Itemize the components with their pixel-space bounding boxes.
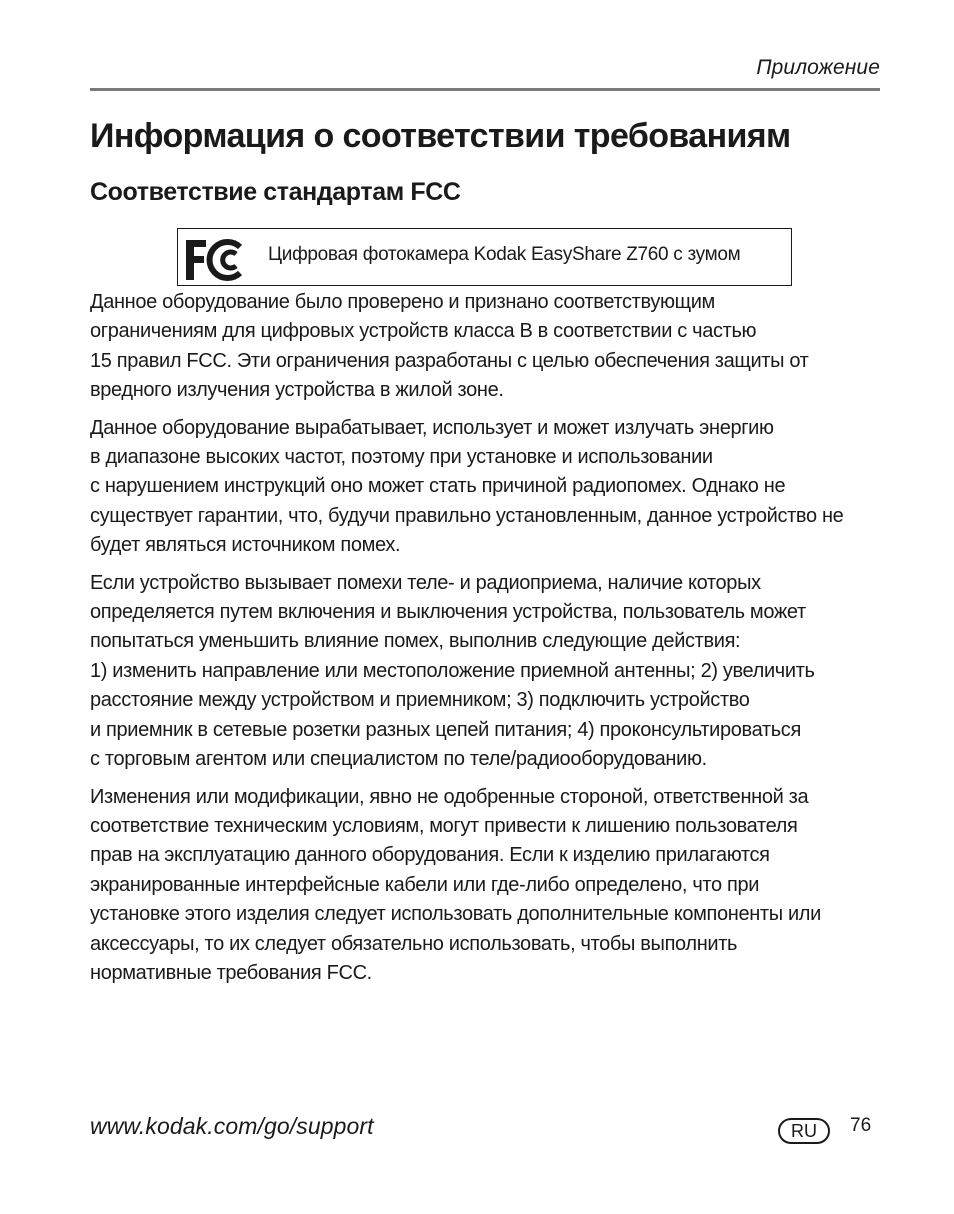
text-line: соответствие техническим условиям, могут привести к лишению пользователя (90, 814, 798, 837)
fcc-logo-text: FC (184, 238, 186, 239)
paragraph (90, 414, 880, 561)
text-line: вредного излучения устройства в жилой зоне. (90, 379, 504, 402)
paragraph (90, 783, 880, 989)
page-title: Информация о соответствии требованиям (90, 117, 791, 155)
text-line: в диапазоне высоких частот, поэтому при установке и использовании (90, 446, 713, 469)
text-line: расстояние между устройством и приемником; 3) подключить устройство (90, 689, 750, 712)
fcc-logo-icon (184, 238, 246, 282)
body-text (90, 288, 880, 996)
language-badge: RU (778, 1118, 830, 1144)
text-line: будет являться источником помех. (90, 534, 401, 557)
paragraph (90, 288, 880, 406)
text-line: Изменения или модификации, явно не одобренные стороной, ответственной за (90, 785, 809, 808)
text-line: нормативные требования FCC. (90, 961, 372, 984)
text-line: аксессуары, то их следует обязательно использовать, чтобы выполнить (90, 932, 738, 955)
text-line: 15 правил FCC. Эти ограничения разработаны с целью обеспечения защиты от (90, 349, 809, 372)
support-link[interactable]: www.kodak.com/go/support (90, 1113, 374, 1139)
text-line: с торговым агентом или специалистом по теле/радиооборудованию. (90, 748, 707, 771)
paragraph (90, 569, 880, 775)
text-line: 1) изменить направление или местоположение приемной антенны; 2) увеличить (90, 659, 815, 682)
section-title: Соответствие стандартам FCC (90, 178, 461, 206)
fcc-declaration-box (177, 228, 792, 286)
text-line: экранированные интерфейсные кабели или где-либо определено, что при (90, 873, 760, 896)
fcc-device-caption: Цифровая фотокамера Kodak EasyShare Z760 с зумом (268, 244, 741, 265)
text-line: существует гарантии, что, будучи правильно установленным, данное устройство не (90, 504, 844, 527)
header-divider (90, 88, 880, 91)
running-header: Приложение (756, 56, 880, 79)
text-line: с нарушением инструкций оно может стать причиной радиопомех. Однако не (90, 475, 786, 498)
text-line: ограничениям для цифровых устройств класса В в соответствии с частью (90, 320, 757, 343)
text-line: Данное оборудование было проверено и признано соответствующим (90, 291, 715, 313)
text-line: попытаться уменьшить влияние помех, выполнив следующие действия: (90, 630, 741, 653)
text-line: Если устройство вызывает помехи теле- и радиоприема, наличие которых (90, 571, 761, 594)
text-line: установке этого изделия следует использовать дополнительные компоненты или (90, 903, 821, 926)
text-line: определяется путем включения и выключения устройства, пользователь может (90, 601, 806, 624)
text-line: прав на эксплуатацию данного оборудования. Если к изделию прилагаются (90, 844, 770, 867)
text-line: и приемник в сетевые розетки разных цепей питания; 4) проконсультироваться (90, 718, 801, 741)
text-line: Данное оборудование вырабатывает, использует и может излучать энергию (90, 416, 774, 439)
page-number: 76 (850, 1115, 872, 1136)
